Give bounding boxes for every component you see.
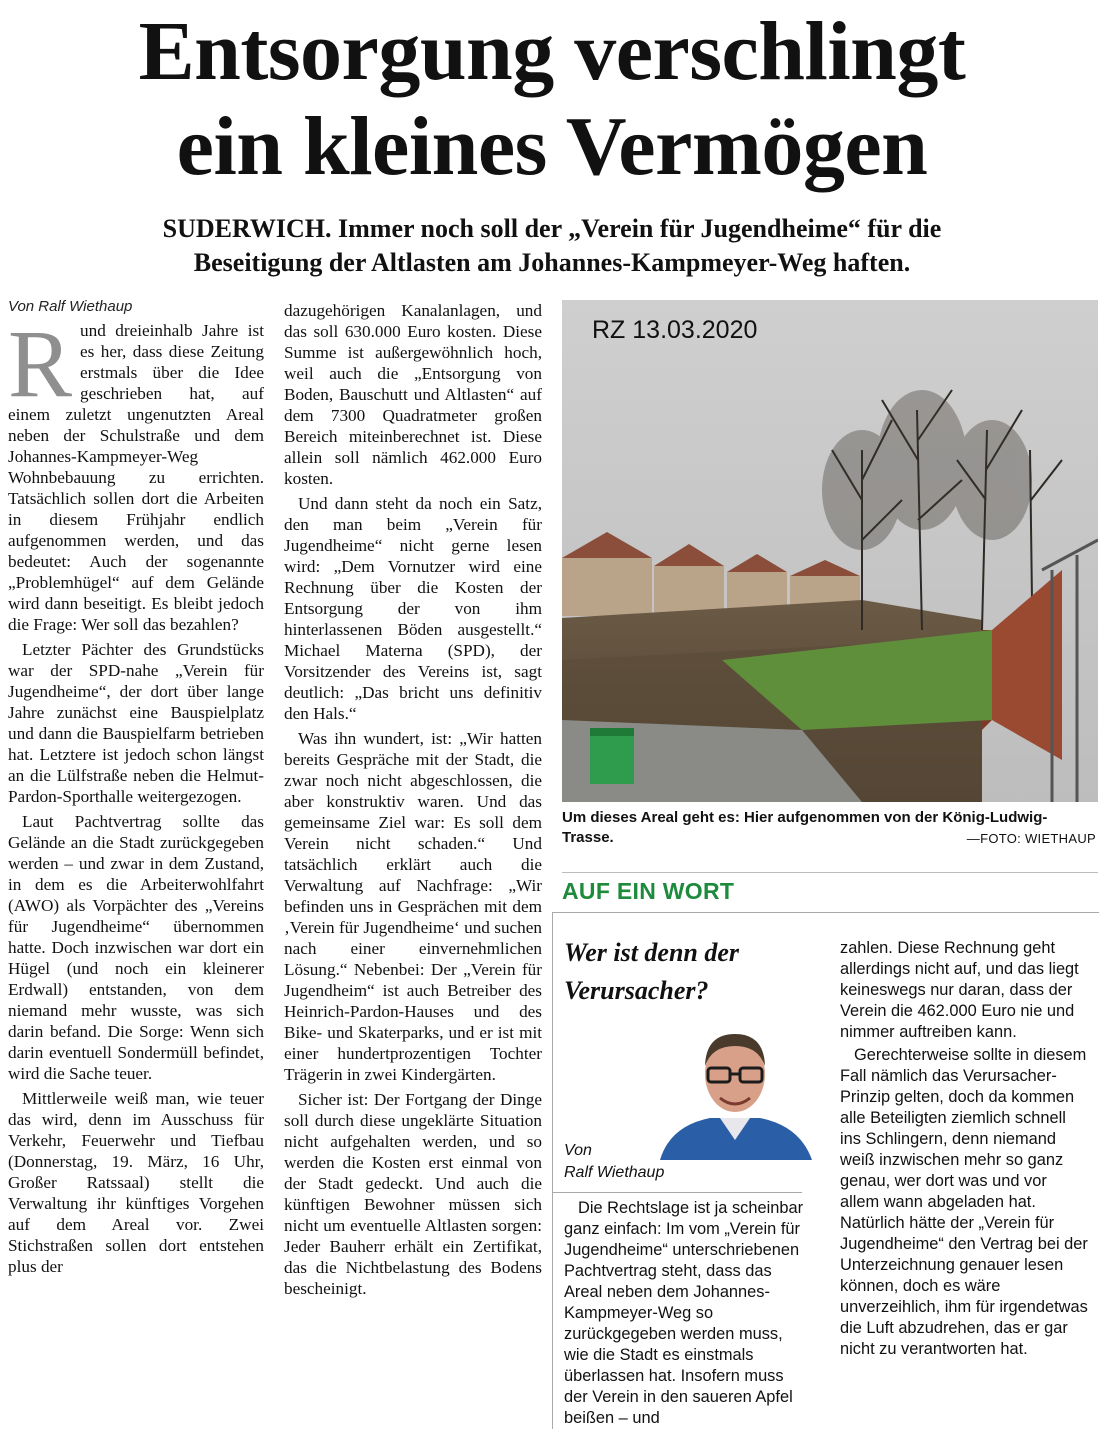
article-paragraph: Laut Pachtvertrag sollte das Gelände an die Stadt zurückgegeben werden – und zwar in dem Zustand, in dem es die Arbeiterwohlfahrt (AWO) als Vorpächter des „Vereins für Jugendheime“ übernommen hatte. Doch inzwischen war dort ein Hügel (und noch ein kleinerer Erdwall) entstanden, von dem niemand mehr wusste, was sich darin befand. Die Sorge: Wenn sich darin eventuell Sondermüll befindet, wird die Sache teuer. — [8, 812, 264, 1083]
rubric-divider — [562, 872, 1098, 873]
comment-paragraph: Die Rechtslage ist ja scheinbar ganz einfach: Im vom „Verein für Jugendheime“ unterschriebenen Pachtvertrag steht, dass das Areal neben dem Johannes-Kampmeyer-Weg so zurückgegeben werden muss, wie die Stadt es einstmals überlassen hat. Insofern muss der Verein in den saueren Apfel beißen – und — [564, 1199, 804, 1427]
comment-column-1 — [564, 1198, 804, 1431]
photo-caption: Um dieses Areal geht es: Hier aufgenommen von der König-Ludwig-Trasse. — [562, 809, 1048, 846]
subheadline — [20, 212, 1084, 280]
subheadline-line-2: Beseitigung der Altlasten am Johannes-Kampmeyer-Weg haften. — [193, 248, 911, 277]
date-stamp: RZ 13.03.2020 — [592, 316, 758, 344]
article-paragraph: Was ihn wundert, ist: „Wir hatten bereits Gespräche mit der Stadt, die zwar noch nicht abgeschlossen, die aber konstruktiv waren. Und das gemeinsame Ziel war: Es soll dem Verein nicht schaden.“ Und tatsächlich erklärt auch die Verwaltung auf Nachfrage: „Wir befinden uns in Gesprächen mit dem ‚Verein für Jugendheime‘ und suchen nach einer einvernehmlichen Lösung.“ Nebenbei: Der „Verein für Jugendheim“ ist auch Betreiber des Heinrich-Pardon-Hauses und des Bike- und Skaterparks, und er ist mit einer hundertprozentigen Tochter Trägerin in zwei Kindergärten. — [284, 729, 542, 1084]
photo-credit: —FOTO: WIETHAUP — [966, 831, 1096, 846]
article-byline: Von Ralf Wiethaup — [8, 298, 133, 315]
drop-cap: R — [8, 310, 73, 417]
comment-paragraph: zahlen. Diese Rechnung geht allerdings nicht auf, und das liegt keineswegs nur daran, dass der Verein die 462.000 Euro nie und nimmer auftreiben kann. — [840, 939, 1079, 1041]
author-portrait — [640, 1018, 830, 1160]
comment-byline-divider — [552, 1192, 802, 1193]
comment-byline-name: Ralf Wiethaup — [564, 1164, 665, 1181]
article-paragraph: Rund dreieinhalb Jahre ist es her, dass diese Zeitung erstmals über die Idee geschrieben hat, auf einem zuletzt ungenutzten Areal neben der Schulstraße und dem Johannes-Kampmeyer-Weg Wohnbebauung zu errichten. Tatsächlich sollen dort die Arbeiten in diesem Frühjahr endlich aufgenommen werden, und das bedeutet: Auch der sogenannte „Problemhügel“ auf dem Gelände wird dann beseitigt. Es bleibt jedoch die Frage: Wer soll das bezahlen? — [8, 310, 264, 634]
comment-rubric: AUF EIN WORT — [562, 878, 735, 904]
comment-title: Wer ist denn der Verursacher? — [564, 938, 740, 1005]
article-paragraph: Letzter Pächter des Grundstücks war der SPD-nahe „Verein für Jugendheime“, der dort über lange Jahre zunächst eine Bauspielplatz und dann die Bauspielfarm betrieben hat. Letztere ist jedoch schon längst an die Lülfstraße neben die Helmut-Pardon-Sporthalle weitergezogen. — [8, 640, 264, 806]
article-paragraph: dazugehörigen Kanalanlagen, und das soll 630.000 Euro kosten. Diese Summe ist außergewöhnlich hoch, weil auch die „Entsorgung von Boden, Bauschutt und Altlasten“ auf dem 7300 Quadratmeter großen Bereich miteinberechnet ist. Diese allein soll nämlich 462.000 Euro kosten. — [284, 301, 542, 488]
comment-byline-von: Von — [564, 1142, 592, 1159]
article-paragraph: Sicher ist: Der Fortgang der Dinge soll durch diese ungeklärte Situation nicht aufgehalten werden, und so werden die Kosten erst einmal von der Stadt gedeckt. Und auch die künftigen Bewohner müssen sich nicht um eventuelle Altlasten sorgen: Jeder Bauherr erhält ein Zertifikat, das die Nichtbelastung des Bodens bescheinigt. — [284, 1090, 542, 1298]
article-paragraph: Mittlerweile weiß man, wie teuer das wird, denn im Ausschuss für Verkehr, Feuerwehr und Tiefbau (Donnerstag, 19. März, 16 Uhr, Großer Ratssaal) stellt die Verwaltung ihr künftiges Vorgehen auf dem Areal vor. Zwei Stichstraßen sollen dort entstehen plus der — [8, 1089, 264, 1276]
article-photo — [562, 300, 1098, 802]
comment-column-2 — [840, 938, 1090, 1362]
headline-line-1: Entsorgung verschlingt — [138, 5, 966, 98]
photo-landscape-image — [562, 300, 1098, 802]
headline-line-2: ein kleines Vermögen — [176, 100, 928, 193]
article-column-1 — [8, 310, 264, 1281]
article-column-2 — [284, 300, 542, 1303]
subheadline-line-1: SUDERWICH. Immer noch soll der „Verein für Jugendheime“ für die — [162, 214, 942, 243]
author-portrait-image — [640, 1018, 830, 1160]
comment-byline — [564, 1140, 664, 1184]
article-paragraph: Und dann steht da noch ein Satz, den man beim „Verein für Jugendheime“ nicht gerne lesen wird: „Dem Vornutzer wird eine Rechnung über die Kosten der Entsorgung der von ihm hinterlassenen Böden ausgestellt.“ Michael Materna (SPD), der Vorsitzender des Vereins ist, sagt deutlich: „Das bricht uns definitiv den Hals.“ — [284, 494, 542, 723]
comment-paragraph: Gerechterweise sollte in diesem Fall nämlich das Verursacher-Prinzip gelten, doch da kommen alle Beteiligten ziemlich schnell ins Schlingern, denn niemand weiß inzwischen mehr so ganz genau, wer dort was und vor allem wann abgeladen hat. Natürlich hätte der „Verein für Jugendheime“ den Vertrag bei der Unterzeichnung genauer lesen können, doch es wäre unverzeihlich, ihm für irgendetwas die Luft abzudrehen, das er gar nicht zu verantworten hat. — [840, 1046, 1088, 1358]
